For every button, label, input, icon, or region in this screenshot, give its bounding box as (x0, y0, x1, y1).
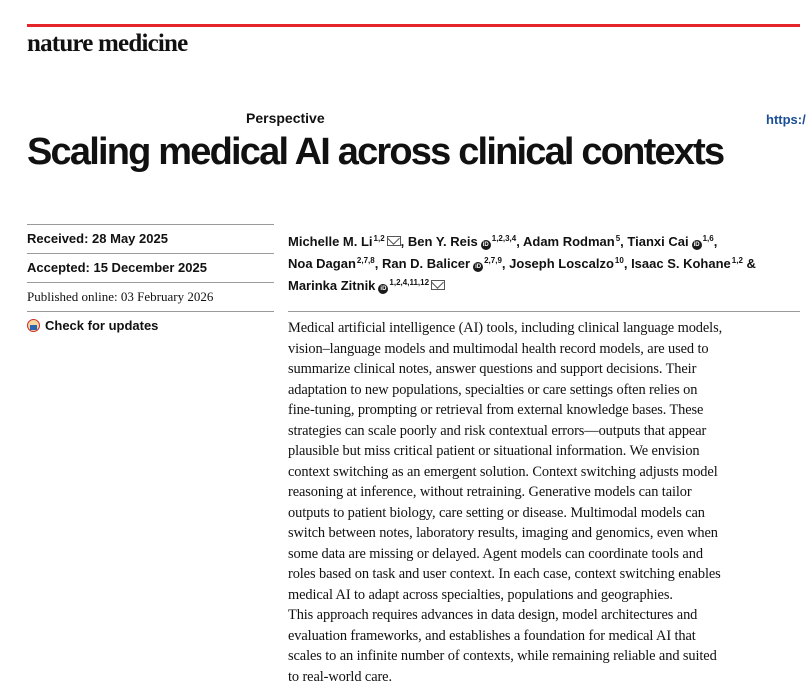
orcid-icon[interactable]: iD (380, 286, 387, 292)
abstract-line: context switching as an emergent solution. Context switching adjusts model (288, 463, 718, 480)
author-list (288, 229, 768, 295)
article-title: Scaling medical AI across clinical contexts (27, 131, 724, 173)
author-name[interactable]: Michelle M. Li$^{1,2}$ , (288, 234, 405, 249)
author-name[interactable]: Ran D. Balicer iD$^{2,7,9}$, (381, 256, 506, 271)
author-name[interactable]: Noa Dagan$^{2,7,8}$, (288, 256, 379, 271)
author-name[interactable]: Joseph Loscalzo$^{10}$, (509, 256, 628, 271)
abstract-line: scales to an infinite number of contexts, while remaining reliable and suited (288, 648, 717, 664)
abstract-line: Medical artificial intelligence (AI) tools, including clinical language models, (288, 320, 723, 336)
abstract-line: some data are missing or delayed. Agent models can coordinate tools and (288, 545, 703, 562)
abstract-line: fine-tuning, prompting or retrieval from external knowledge bases. These (288, 402, 704, 418)
mail-icon[interactable] (387, 236, 401, 246)
divider (288, 311, 800, 312)
author-name[interactable]: Marinka Zitnik iD$^{1,2,4,11,12}$ (288, 278, 445, 293)
author-name[interactable]: Tianxi Cai iD$^{1,6}$, (627, 234, 718, 249)
divider (27, 224, 274, 225)
affiliation-number: 2,7,8 (356, 256, 375, 265)
check-for-updates-button[interactable] (27, 318, 158, 333)
author-name[interactable]: Ben Y. Reis iD$^{1,2,3,4}$, (407, 234, 520, 249)
journal-logo[interactable]: nature medicine (27, 30, 188, 57)
mail-icon[interactable] (431, 280, 445, 290)
abstract-line: strategies can scale poorly and risk contextual errors—outputs that appear (288, 422, 707, 439)
received-date: Received: 28 May 2025 (27, 231, 168, 246)
abstract-line: adaptation to new populations, specialties or care settings often relies on (288, 381, 698, 398)
check-for-updates-label: Check for updates (45, 318, 159, 333)
accepted-date: Accepted: 15 December 2025 (27, 260, 207, 275)
affiliation-number: 1,6 (702, 234, 714, 243)
affiliation-number: 5 (615, 234, 621, 243)
abstract-line: This approach requires advances in data design, model architectures and (288, 607, 698, 623)
doi-link[interactable]: https:/ (766, 112, 806, 127)
affiliation-number: 1,2,4,11,12 (389, 278, 430, 287)
abstract-line: to real-world care. (288, 668, 392, 685)
affiliation-number: 2,7,9 (484, 256, 502, 265)
author-name[interactable]: Isaac S. Kohane$^{1,2}$ & (631, 256, 756, 271)
crossmark-icon (27, 319, 40, 332)
abstract-line: vision–language models and multimodal health record models, are used to (288, 340, 709, 357)
affiliation-number: 1,2,3,4 (491, 234, 517, 243)
orcid-icon[interactable]: iD (693, 242, 700, 248)
abstract-line: roles based on task and user context. In each case, context switching enables (288, 566, 721, 582)
article-type: Perspective (246, 110, 325, 126)
divider (27, 311, 274, 312)
journal-header-bar (27, 24, 800, 27)
affiliation-number: 1,2 (731, 256, 743, 265)
abstract-line: plausible but miss critical patient or situational information. We envision (288, 443, 700, 459)
abstract-line: evaluation frameworks, and establishes a foundation for medical AI that (288, 627, 696, 644)
published-date: Published online: 03 February 2026 (27, 289, 214, 304)
abstract-line: medical AI to adapt across specialties, populations and geographies. (288, 586, 673, 603)
orcid-icon[interactable]: iD (482, 242, 489, 248)
abstract-line: summarize clinical notes, answer questions and support decisions. Their (288, 361, 697, 377)
affiliation-number: 10 (614, 256, 624, 265)
abstract-line: outputs to patient biology, care setting or disease. Multimodal models can (288, 504, 705, 521)
divider (27, 282, 274, 283)
abstract (288, 318, 800, 687)
divider (27, 253, 274, 254)
abstract-line: switch between notes, laboratory results, imaging and genomics, even when (288, 525, 718, 541)
orcid-icon[interactable]: iD (475, 264, 482, 270)
abstract-line: reasoning at inference, without retraining. Generative models can tailor (288, 484, 692, 500)
affiliation-number: 1,2 (373, 234, 385, 243)
author-name[interactable]: Adam Rodman$^5$, (522, 234, 624, 249)
